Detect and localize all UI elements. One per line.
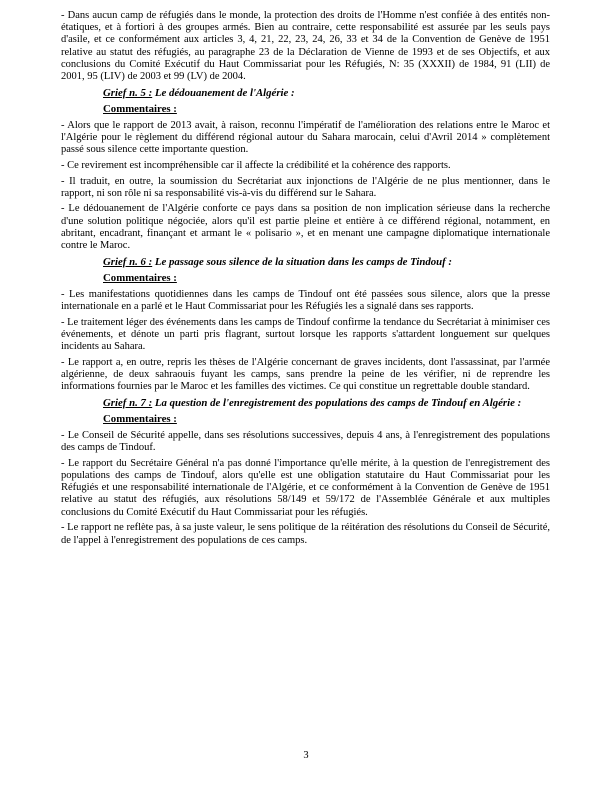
grief-5-comments-heading: Commentaires : <box>103 102 177 115</box>
grief-5-paragraph-3: - Il traduit, en outre, la soumission du Secrétariat aux injonctions de l'Algérie de ne plus mentionner, dans le rapport, ni son rôle ni sa responsabilité vis-à-vis du différend sur le Sahara. <box>61 175 550 199</box>
page-content <box>61 10 550 550</box>
grief-6-paragraph-2: - Le traitement léger des événements dans les camps de Tindouf confirme la tendance du Secrétariat à minimiser ces événements, et dénote un parti pris flagrant, surtout lorsque les rapports s'attardent longuement sur quelques incidents au Sahara. <box>61 316 550 353</box>
grief-6-paragraph-3: - Le rapport a, en outre, repris les thèses de l'Algérie concernant de graves incidents, dont l'assassinat, par l'armée algérienne, de deux sahraouis fuyant les camps, sans prendre la peine de les vérifier, ni de reprendre les informations fournies par le Maroc et les familles des victimes. Ce qui constitue un regrettable double standard. <box>61 356 550 393</box>
grief-7-paragraph-1: - Le Conseil de Sécurité appelle, dans ses résolutions successives, depuis 4 ans, à l'enregistrement des populations des camps de Tindouf. <box>61 429 550 454</box>
grief-5-label: Grief n. 5 : <box>103 86 153 99</box>
grief-7-heading <box>103 397 550 410</box>
grief-6-title: Le passage sous silence de la situation dans les camps de Tindouf : <box>154 255 453 268</box>
grief-7-title: La question de l'enregistrement des populations des camps de Tindouf en Algérie : <box>154 396 522 409</box>
grief-6-paragraph-1: - Les manifestations quotidiennes dans les camps de Tindouf ont été passées sous silence, alors que la presse internationale en a parlé et le Haut Commissariat pour les Réfugiés les a signalé dans ses rapports. <box>61 288 550 312</box>
grief-7-comments-heading: Commentaires : <box>103 412 177 425</box>
grief-5-heading <box>103 87 550 100</box>
grief-5-paragraph-1: - Alors que le rapport de 2013 avait, à raison, reconnu l'impératif de l'amélioration des relations entre le Maroc et l'Algérie pour le règlement du différend régional autour du Sahara marocain, celui d'Avril 2014 » complètement passé sous silence cette importante question. <box>61 119 550 156</box>
grief-6-heading <box>103 256 550 269</box>
grief-5-paragraph-4: - Le dédouanement de l'Algérie conforte ce pays dans sa position de non implication sérieuse dans la recherche d'une solution politique négociée, alors qu'il est partie pleine et entière à ce différend régional, notamment, en abritant, encadrant, finançant et armant le « polisario », et en menant une campagne diplomatique internationale contre le Maroc. <box>61 203 550 252</box>
page-number: 3 <box>303 750 309 761</box>
grief-5-title: Le dédouanement de l'Algérie : <box>154 86 295 99</box>
grief-7-paragraph-3: - Le rapport ne reflète pas, à sa juste valeur, le sens politique de la réitération des résolutions du Conseil de Sécurité, de l'appel à l'enregistrement des populations de ces camps. <box>61 522 550 546</box>
grief-5-paragraph-2: - Ce revirement est incompréhensible car il affecte la crédibilité et la cohérence des rapports. <box>61 159 451 171</box>
grief-6-comments-heading: Commentaires : <box>103 271 177 284</box>
grief-6-label: Grief n. 6 : <box>103 255 153 268</box>
grief-7-paragraph-2: - Le rapport du Secrétaire Général n'a pas donné l'importance qu'elle mérite, à la question de l'enregistrement des populations des camps de Tindouf, alors qu'elle est une obligation statutaire du Haut Commissariat pour les Réfugiés et une responsabilité internationale de l'Algérie, et ce conformément à la Convention de Genève de 1951 relative au statut des réfugiés, aux résolutions 58/149 et 59/172 de l'Assemblée Générale et aux multiples conclusions du Comité Exécutif du Haut Commissariat pour les réfugiés. <box>61 457 550 518</box>
grief-7-label: Grief n. 7 : <box>103 396 153 409</box>
intro-paragraph: - Dans aucun camp de réfugiés dans le monde, la protection des droits de l'Homme n'est confiée à des entités non-étatiques, et à fortiori à des groupes armés. Bien au contraire, cette responsabilité est assurée par les seuls pays d'asile, et ce conformément aux articles 3, 4, 21, 22, 23, 24, 26, 33 et 34 de la Convention de Genève de 1951 relative au statut des réfugiés, au paragraphe 23 de la Déclaration de Vienne de 1993 et de ses Objectifs, et aux conclusions du Comité Exécutif du Haut Commissariat pour les Réfugiés, N: 35 (XXXII) de 1984, 91 (LII) de 2001, 95 (LIV) de 2003 et 99 (LV) de 2004. <box>61 10 550 83</box>
